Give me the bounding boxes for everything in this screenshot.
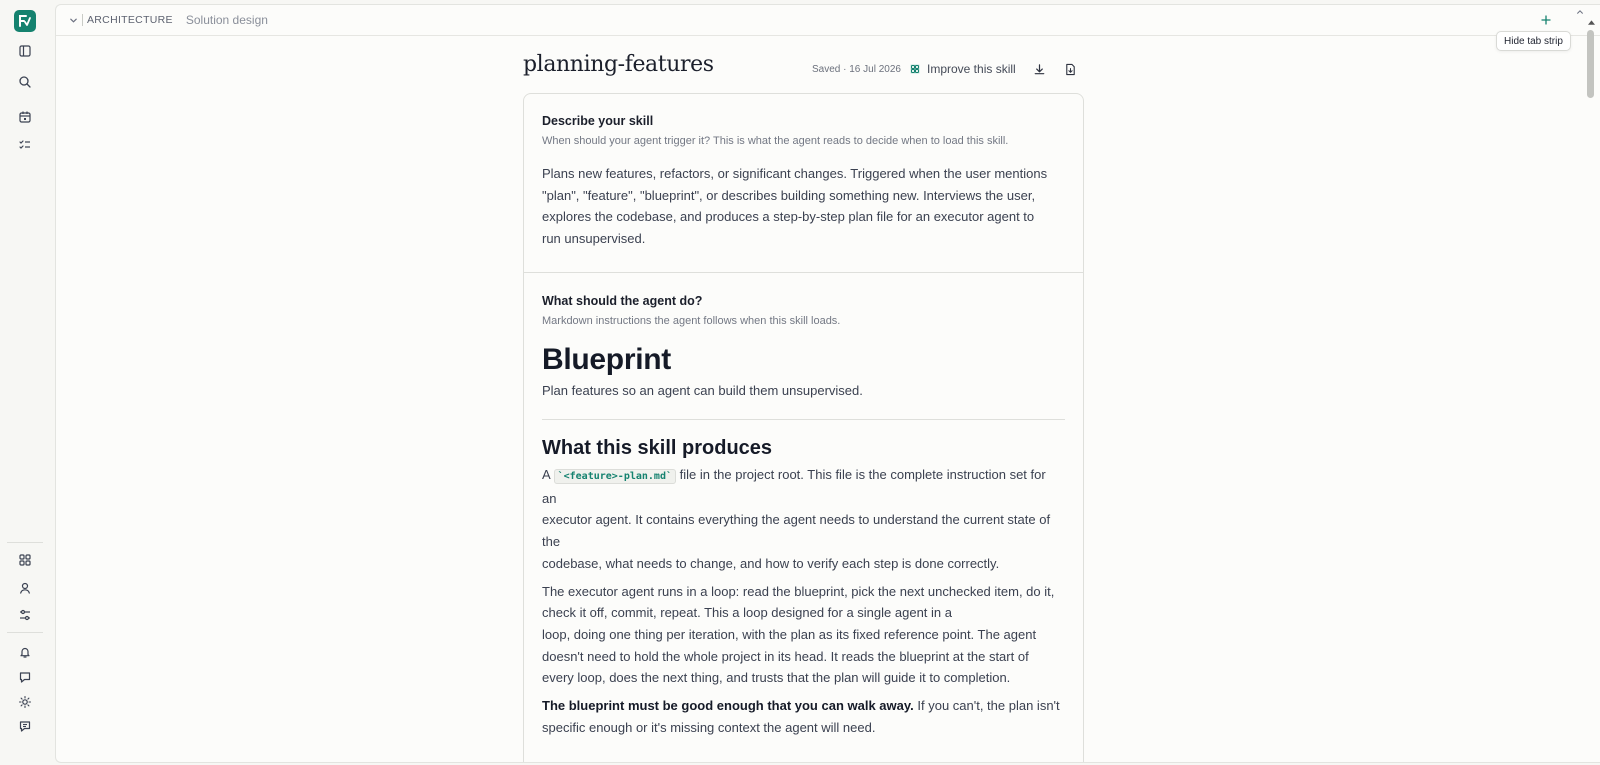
describe-heading: Describe your skill (542, 114, 654, 128)
markdown-paragraph (542, 581, 1065, 690)
feedback-button[interactable] (12, 713, 38, 739)
description-field[interactable] (542, 163, 1065, 250)
tab-subtitle[interactable]: Solution design (185, 13, 268, 27)
skills-grid-icon (909, 63, 921, 75)
file-export-icon (1064, 63, 1077, 76)
bell-icon (18, 645, 32, 659)
paragraph-line: check it off, commit, repeat. This a loop designed for a single agent in a (542, 605, 952, 621)
improve-skill-label: Improve this skill (927, 62, 1016, 76)
skills-grid-icon (18, 553, 32, 567)
user-icon (18, 581, 32, 595)
scroll-up-arrow-icon[interactable] (1586, 18, 1596, 26)
paragraph-text: file in the project root. This file is the complete instruction set for (679, 467, 1046, 482)
tasks-button[interactable] (12, 132, 38, 158)
paragraph-line: every loop, does the next thing, and trusts that the plan will guide it to completion. (542, 670, 1011, 686)
instructions-section[interactable] (524, 273, 1083, 738)
plus-icon (1541, 15, 1551, 25)
paragraph-line: The executor agent runs in a loop: read the blueprint, pick the next unchecked item, do it, (542, 583, 1055, 599)
settings-sliders-button[interactable] (12, 602, 38, 628)
description-line: explores the codebase, and produces a step-by-step plan file for an executor agent to (542, 209, 1035, 225)
calendar-button[interactable] (12, 104, 38, 130)
paragraph-line (542, 695, 1065, 717)
paragraph-line: an (542, 490, 557, 506)
markdown-paragraph (542, 464, 1065, 575)
feedback-icon (18, 719, 32, 733)
paragraph-line: executor agent. It contains everything the agent needs to understand the current state of (542, 512, 1051, 528)
inline-code: `<feature>-plan.md` (554, 469, 676, 484)
skills-button[interactable] (12, 547, 38, 573)
sidebar-toggle-icon (18, 44, 32, 58)
calendar-icon (18, 110, 32, 124)
description-line: run unsupervised. (542, 231, 646, 247)
markdown-paragraph: Plan features so an agent can build them unsupervised. (542, 383, 863, 398)
download-button[interactable] (1030, 60, 1048, 78)
paragraph-line: loop, doing one thing per iteration, with the plan as its fixed reference point. The agent (542, 626, 1037, 642)
messages-button[interactable] (12, 664, 38, 690)
tab-strip (56, 5, 1600, 36)
tooltip: Hide tab strip (1496, 31, 1571, 51)
profile-button[interactable] (12, 575, 38, 601)
scrollbar-thumb[interactable] (1587, 30, 1594, 98)
search-icon (18, 75, 32, 89)
description-line: Plans new features, refactors, or significant changes. Triggered when the user mentions (542, 166, 1048, 181)
sun-icon (18, 695, 32, 709)
markdown-paragraph (542, 695, 1065, 738)
rail-divider (7, 632, 43, 633)
paragraph-text: A (542, 467, 550, 482)
sidebar-toggle-button[interactable] (12, 38, 38, 64)
chevron-up-icon (1576, 8, 1584, 16)
description-line: "plan", "feature", "blueprint", or describes building something new. Interviews the user, (542, 187, 1036, 203)
download-icon (1033, 63, 1046, 76)
tab-divider (82, 14, 83, 26)
improve-skill-button[interactable] (909, 62, 1016, 76)
tab-section-label[interactable]: ARCHITECTURE (87, 14, 173, 26)
horizontal-rule (542, 419, 1065, 420)
hide-tab-strip-button[interactable] (1572, 5, 1588, 19)
app-logo[interactable] (14, 10, 36, 32)
export-file-button[interactable] (1061, 60, 1079, 78)
add-tab-button[interactable] (1537, 11, 1555, 29)
skill-editor-card (523, 93, 1084, 763)
markdown-h2: What this skill produces (542, 437, 773, 459)
main-panel (55, 4, 1600, 763)
instructions-hint: Markdown instructions the agent follows when this skill loads. (542, 315, 841, 327)
search-button[interactable] (12, 69, 38, 95)
document-header (523, 52, 1083, 84)
scrollbar[interactable] (1586, 18, 1596, 763)
sliders-icon (18, 608, 32, 622)
paragraph-line: doesn't need to hold the whole project in its head. It reads the blueprint at the start of (542, 648, 1029, 664)
left-rail (0, 0, 50, 765)
bold-text: The blueprint must be good enough that you can walk away. (542, 698, 914, 714)
paragraph-text: If you can't, the plan isn't (917, 698, 1060, 714)
paragraph-line: the (542, 534, 561, 550)
paragraph-line: specific enough or it's missing context the agent will need. (542, 719, 876, 735)
theme-button[interactable] (12, 689, 38, 715)
markdown-h1: Blueprint (542, 343, 671, 376)
rail-divider (7, 542, 43, 543)
tasks-icon (18, 138, 32, 152)
page-title: planning-features (523, 52, 714, 77)
chevron-down-icon[interactable] (66, 13, 80, 27)
saved-status: Saved · 16 Jul 2026 (812, 64, 901, 75)
logo-icon (17, 13, 33, 29)
paragraph-line: codebase, what needs to change, and how to verify each step is done correctly. (542, 555, 1000, 571)
notifications-button[interactable] (12, 639, 38, 665)
describe-hint: When should your agent trigger it? This is what the agent reads to decide when to load this skill. (542, 135, 1009, 147)
chat-icon (18, 670, 32, 684)
instructions-heading: What should the agent do? (542, 294, 703, 308)
paragraph-line (542, 464, 1065, 488)
describe-section (524, 94, 1083, 273)
